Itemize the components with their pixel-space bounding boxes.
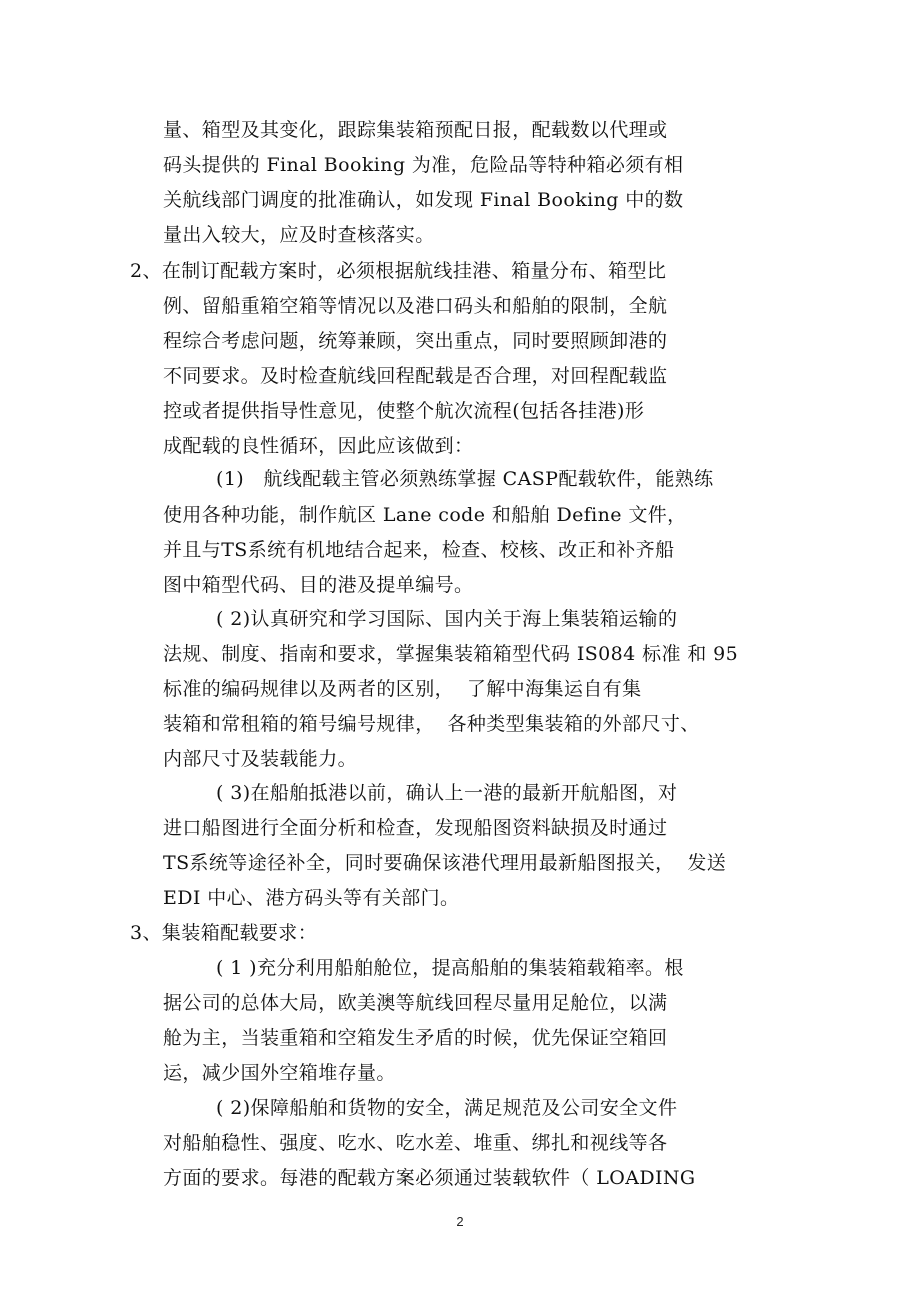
text-line: TS系统等途径补全，同时要确保该港代理用最新船图报关， 发送: [163, 852, 727, 874]
text-line: 量、箱型及其变化，跟踪集装箱预配日报，配载数以代理或: [163, 119, 668, 141]
text-line: 例、留船重箱空箱等情况以及港口码头和船舶的限制，全航: [163, 295, 668, 317]
text-line: 方面的要求。每港的配载方案必须通过装载软件（ LOADING: [163, 1167, 696, 1189]
text-line: ( 3)在船舶抵港以前，确认上一港的最新开航船图，对: [216, 782, 678, 804]
text-line: 法规、制度、指南和要求，掌握集装箱箱型代码 IS084 标准 和 95: [163, 643, 739, 665]
text-line: 2、在制订配载方案时，必须根据航线挂港、箱量分布、箱型比: [130, 260, 667, 282]
text-line: 图中箱型代码、目的港及提单编号。: [163, 574, 474, 596]
text-line: 不同要求。及时检查航线回程配载是否合理，对回程配载监: [163, 365, 668, 387]
text-line: 标准的编码规律以及两者的区别， 了解中海集运自有集: [163, 678, 642, 700]
text-line: 关航线部门调度的批准确认，如发现 Final Booking 中的数: [163, 189, 684, 211]
text-line: 量出入较大，应及时查核落实。: [163, 224, 435, 246]
page-number: 2: [456, 1214, 464, 1229]
text-line: 运，减少国外空箱堆存量。: [163, 1062, 396, 1084]
text-line: 装箱和常租箱的箱号编号规律， 各种类型集装箱的外部尺寸、: [163, 713, 700, 735]
text-line: EDI 中心、港方码头等有关部门。: [163, 887, 460, 909]
text-line: 并且与TS系统有机地结合起来，检查、校核、改正和补齐船: [163, 539, 675, 561]
text-line: 成配载的良性循环，因此应该做到：: [163, 435, 474, 457]
text-line: ( 1 )充分利用船舶舱位，提高船舶的集装箱载箱率。根: [216, 957, 684, 979]
text-line: 内部尺寸及装载能力。: [163, 748, 358, 770]
text-line: ( 2)认真研究和学习国际、国内关于海上集装箱运输的: [216, 608, 678, 630]
text-line: 使用各种功能，制作航区 Lane code 和船舶 Define 文件，: [163, 504, 687, 526]
text-line: 进口船图进行全面分析和检查，发现船图资料缺损及时通过: [163, 817, 668, 839]
text-line: 3、集装箱配载要求：: [130, 922, 318, 944]
text-line: 控或者提供指导性意见，使整个航次流程(包括各挂港)形: [163, 400, 645, 422]
text-line: (1) 航线配载主管必须熟练掌握 CASP配载软件，能熟练: [216, 468, 714, 490]
text-line: 据公司的总体大局，欧美澳等航线回程尽量用足舱位，以满: [163, 992, 668, 1014]
text-line: 程综合考虑问题，统筹兼顾，突出重点，同时要照顾卸港的: [163, 330, 668, 352]
text-line: ( 2)保障船舶和货物的安全，满足规范及公司安全文件: [216, 1097, 678, 1119]
text-line: 舱为主，当装重箱和空箱发生矛盾的时候，优先保证空箱回: [163, 1027, 668, 1049]
text-line: 对船舶稳性、强度、吃水、吃水差、堆重、绑扎和视线等各: [163, 1132, 668, 1154]
text-line: 码头提供的 Final Booking 为准，危险品等特种箱必须有相: [163, 154, 684, 176]
